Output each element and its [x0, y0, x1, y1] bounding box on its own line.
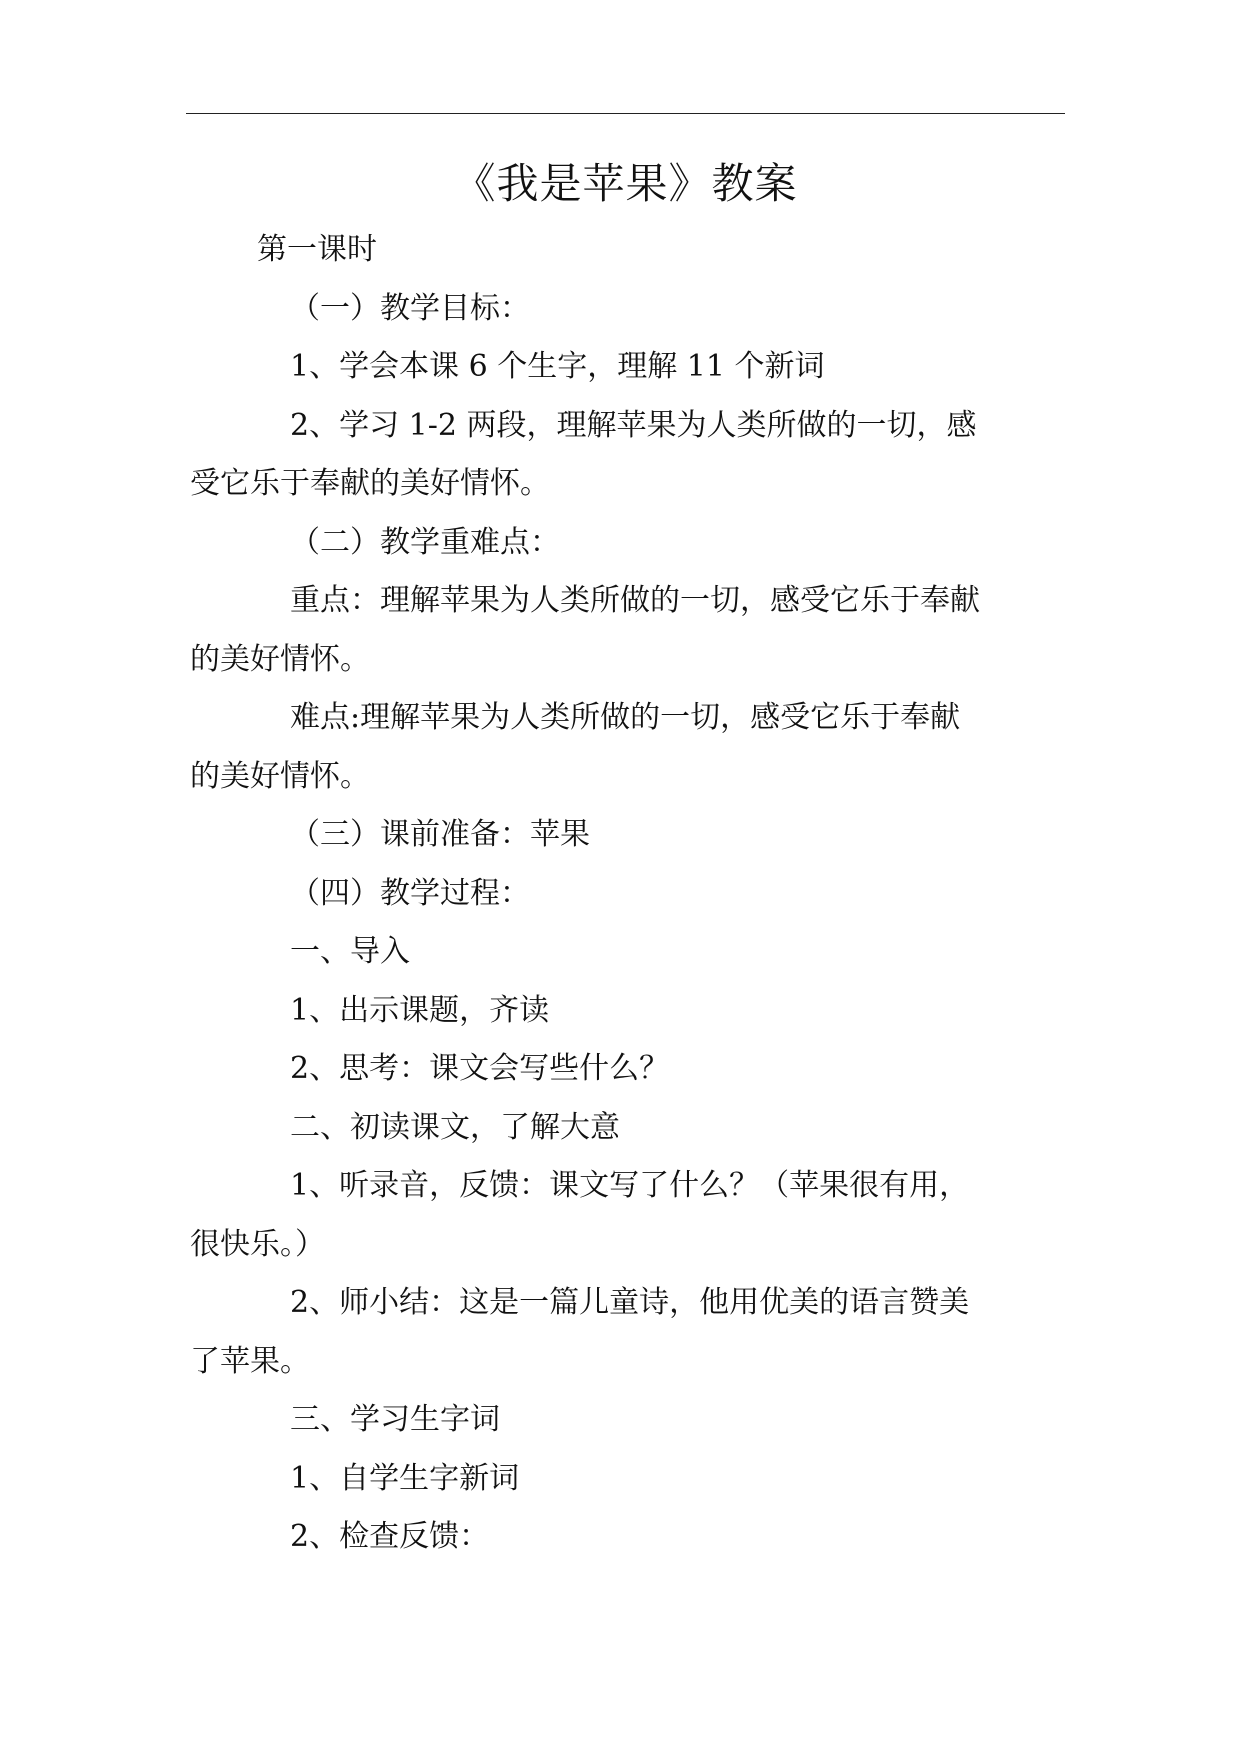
- step-item-continued: 了苹果。: [190, 1343, 310, 1379]
- objective-item-2-continued: 受它乐于奉献的美好情怀。: [190, 466, 550, 501]
- objective-item-2: 2、学习 1-2 两段，理解苹果为人类所做的一切，感: [290, 407, 977, 443]
- section-heading-process: （四）教学过程：: [290, 875, 530, 911]
- difficult-point-text-continued: 的美好情怀。: [190, 758, 370, 794]
- step-heading-first-reading: 二、初读课文，了解大意: [290, 1109, 620, 1145]
- section-heading-key-points: （二）教学重难点：: [290, 524, 560, 560]
- lesson-period-heading: 第一课时: [257, 232, 377, 267]
- difficult-point-text: 难点:理解苹果为人类所做的一切，感受它乐于奉献: [290, 700, 961, 735]
- step-item: 2、检查反馈：: [290, 1519, 490, 1554]
- document-title: 《我是苹果》教案: [453, 159, 798, 208]
- step-heading-introduction: 一、导入: [290, 934, 410, 969]
- section-heading-objectives: （一）教学目标：: [290, 290, 530, 326]
- key-point-text-continued: 的美好情怀。: [190, 641, 370, 677]
- step-item: 1、出示课题，齐读: [290, 992, 550, 1028]
- step-item: 2、思考：课文会写些什么？: [290, 1051, 670, 1086]
- step-item: 1、听录音，反馈：课文写了什么？（苹果很有用，: [290, 1168, 970, 1203]
- step-item: 2、师小结：这是一篇儿童诗，他用优美的语言赞美: [290, 1285, 970, 1320]
- step-item-continued: 很快乐。）: [190, 1226, 325, 1262]
- key-point-text: 重点：理解苹果为人类所做的一切，感受它乐于奉献: [290, 583, 980, 618]
- document-body: [190, 221, 1060, 1567]
- objective-item-1: 1、学会本课 6 个生字，理解 11 个新词: [290, 349, 825, 384]
- step-item: 1、自学生字新词: [290, 1460, 520, 1496]
- header-rule: [186, 113, 1065, 114]
- step-heading-vocabulary: 三、学习生字词: [290, 1402, 500, 1437]
- section-heading-preparation: （三）课前准备：苹果: [290, 817, 590, 852]
